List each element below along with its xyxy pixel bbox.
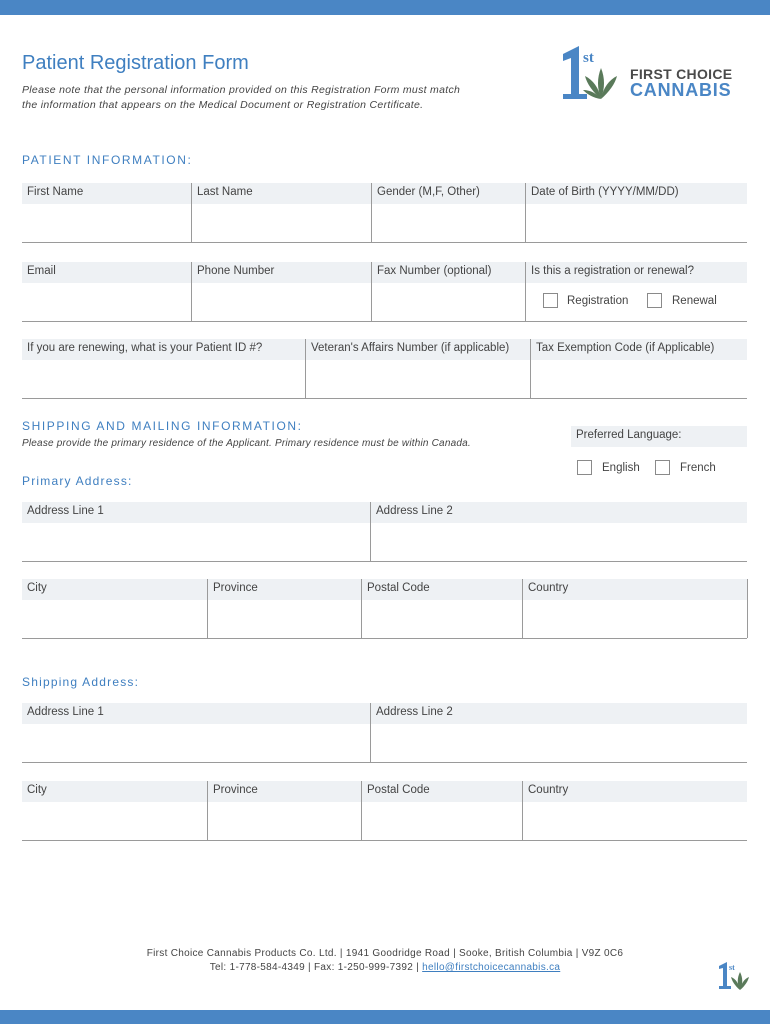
primary-country-field[interactable]	[522, 579, 748, 638]
gender-label: Gender (M,F, Other)	[372, 183, 525, 204]
footer-phone-fax: Tel: 1-778-584-4349 | Fax: 1-250-999-7392 |	[209, 962, 423, 973]
logo-wordmark-line-2: CANNABIS	[630, 80, 732, 100]
shipping-city-field[interactable]	[22, 781, 207, 840]
primary-postal-code-field[interactable]	[361, 579, 522, 638]
footer-logo-mark	[716, 960, 752, 992]
renewal-checkbox-label: Renewal	[672, 294, 717, 307]
primary-address-line-1-field[interactable]	[22, 502, 370, 561]
dob-field[interactable]	[525, 183, 747, 242]
shipping-city-label: City	[22, 781, 207, 802]
last-name-label: Last Name	[192, 183, 371, 204]
shipping-province-field[interactable]	[207, 781, 361, 840]
footer-contact	[0, 962, 770, 973]
primary-postal-code-label: Postal Code	[362, 579, 522, 600]
primary-address-line-1-label: Address Line 1	[22, 502, 370, 523]
registration-question-label: Is this a registration or renewal?	[526, 262, 747, 283]
row-divider	[22, 840, 747, 841]
shipping-address-line-2-label: Address Line 2	[371, 703, 747, 724]
top-accent-bar	[0, 0, 770, 15]
primary-city-label: City	[22, 579, 207, 600]
logo-wordmark-line-1: FIRST CHOICE	[630, 66, 733, 82]
intro-note	[22, 83, 542, 113]
primary-city-field[interactable]	[22, 579, 207, 638]
veteran-number-field[interactable]	[305, 339, 530, 398]
primary-country-label: Country	[523, 579, 747, 600]
row-divider	[22, 638, 747, 639]
shipping-country-label: Country	[523, 781, 747, 802]
primary-address-heading: Primary Address:	[22, 474, 133, 488]
row-divider	[22, 242, 747, 243]
intro-line-1: Please note that the personal information provided on this Registration Form must match	[22, 84, 461, 96]
email-field[interactable]	[22, 262, 191, 321]
french-checkbox-box[interactable]	[655, 460, 670, 475]
primary-province-label: Province	[208, 579, 361, 600]
bottom-accent-bar	[0, 1010, 770, 1024]
footer-address: First Choice Cannabis Products Co. Ltd. | 1941 Goodridge Road | Sooke, British Columbia | V9Z 0C6	[146, 948, 624, 959]
preferred-language-label: Preferred Language:	[571, 426, 747, 447]
fax-label: Fax Number (optional)	[372, 262, 525, 283]
renewal-checkbox[interactable]	[647, 293, 717, 308]
row-divider	[22, 398, 747, 399]
veteran-number-label: Veteran's Affairs Number (if applicable)	[306, 339, 530, 360]
registration-checkbox-box[interactable]	[543, 293, 558, 308]
patient-id-label: If you are renewing, what is your Patient ID #?	[22, 339, 305, 360]
shipping-info-heading: SHIPPING AND MAILING INFORMATION:	[22, 419, 303, 433]
tax-exemption-field[interactable]	[530, 339, 747, 398]
preferred-language-field	[571, 426, 747, 447]
renewal-checkbox-box[interactable]	[647, 293, 662, 308]
patient-id-field[interactable]	[22, 339, 305, 398]
primary-province-field[interactable]	[207, 579, 361, 638]
last-name-field[interactable]	[191, 183, 371, 242]
shipping-address-heading: Shipping Address:	[22, 675, 140, 689]
registration-checkbox[interactable]	[543, 293, 628, 308]
english-checkbox[interactable]	[577, 460, 640, 475]
primary-address-line-2-field[interactable]	[370, 502, 747, 561]
row-divider	[22, 762, 747, 763]
intro-line-2: the information that appears on the Medical Document or Registration Certificate.	[22, 99, 424, 111]
page-title: Patient Registration Form	[22, 52, 249, 74]
shipping-address-line-2-field[interactable]	[370, 703, 747, 762]
english-checkbox-label: English	[602, 461, 640, 474]
footer-email-link[interactable]: hello@firstchoicecannabis.ca	[422, 962, 561, 973]
french-checkbox[interactable]	[655, 460, 716, 475]
svg-text:st: st	[729, 963, 735, 972]
residence-note: Please provide the primary residence of the Applicant. Primary residence must be within Canada.	[22, 438, 471, 449]
registration-checkbox-label: Registration	[567, 294, 629, 307]
registration-type-field	[525, 262, 747, 321]
shipping-address-line-1-label: Address Line 1	[22, 703, 370, 724]
french-checkbox-label: French	[680, 461, 716, 474]
email-label: Email	[22, 262, 191, 283]
shipping-postal-code-label: Postal Code	[362, 781, 522, 802]
shipping-country-field[interactable]	[522, 781, 747, 840]
shipping-address-line-1-field[interactable]	[22, 703, 370, 762]
primary-address-line-2-label: Address Line 2	[371, 502, 747, 523]
gender-field[interactable]	[371, 183, 525, 242]
first-name-label: First Name	[22, 183, 191, 204]
fax-field[interactable]	[371, 262, 525, 321]
dob-label: Date of Birth (YYYY/MM/DD)	[526, 183, 747, 204]
shipping-province-label: Province	[208, 781, 361, 802]
svg-text:st: st	[583, 50, 594, 66]
shipping-postal-code-field[interactable]	[361, 781, 522, 840]
row-divider	[22, 561, 747, 562]
phone-label: Phone Number	[192, 262, 371, 283]
patient-info-heading: PATIENT INFORMATION:	[22, 153, 193, 167]
row-divider	[22, 321, 747, 322]
first-name-field[interactable]	[22, 183, 191, 242]
tax-exemption-label: Tax Exemption Code (if Applicable)	[531, 339, 747, 360]
phone-field[interactable]	[191, 262, 371, 321]
english-checkbox-box[interactable]	[577, 460, 592, 475]
